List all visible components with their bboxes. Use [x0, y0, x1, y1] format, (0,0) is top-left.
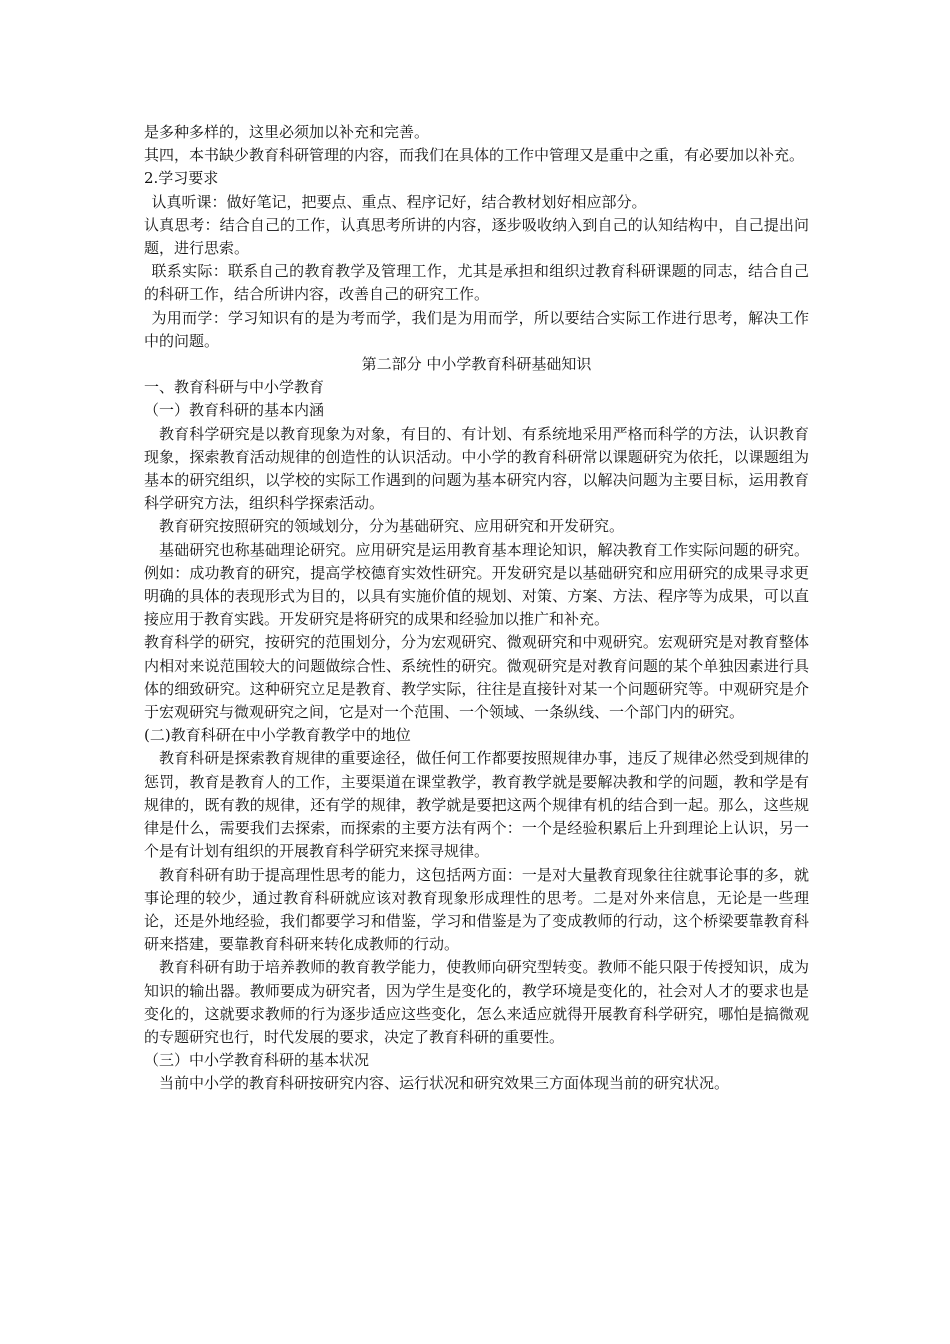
paragraph-practice: 联系实际：联系自己的教育教学及管理工作，尤其是承担和组织过教育科研课题的同志，结合自己的科研工作，结合所讲内容，改善自己的研究工作。	[144, 262, 809, 304]
paragraph-definition: 教育科学研究是以教育现象为对象，有目的、有计划、有系统地采用严格而科学的方法，认识教育现象，探索教育活动规律的创造性的认识活动。中小学的教育科研常以课题研究为依托，以课题组为基本的研究组织，以学校的实际工作遇到的问题为基本研究内容，以解决问题为主要目标，运用教育科学研究方法，组织科学探索活动。	[144, 424, 809, 513]
heading-study-requirements: 2.学习要求	[144, 169, 219, 188]
paragraph-continuation: 是多种多样的，这里必须加以补充和完善。	[144, 123, 430, 141]
paragraph-research-types: 教育研究按照研究的领域划分，分为基础研究、应用研究和开发研究。	[159, 517, 625, 536]
subsection-heading-1: （一）教育科研的基本内涵	[144, 401, 325, 420]
paragraph-listen: 认真听课：做好笔记，把要点、重点、程序记好，结合教材划好相应部分。	[151, 192, 647, 211]
paragraph-point-four: 其四，本书缺少教育科研管理的内容，而我们在具体的工作中管理又是重中之重，有必要加以补充。	[144, 146, 805, 165]
paragraph-laws: 教育科研是探索教育规律的重要途径，做任何工作都要按照规律办事，违反了规律必然受到规律的惩罚，教育是教育人的工作，主要渠道在课堂教学，教育教学就是要解决教和学的问题，教和学是有规律的，既有教的规律，还有学的规律，教学就是要把这两个规律有机的结合到一起。那么，这些规律是什么，需要我们去探索，而探索的主要方法有两个：一个是经验积累后上升到理论上认识，另一个是有计划有组织的开展教育科学研究来探寻规律。	[144, 749, 809, 861]
paragraph-teacher-ability: 教育科研有助于培养教师的教育教学能力，使教师向研究型转变。教师不能只限于传授知识，成为知识的输出器。教师要成为研究者，因为学生是变化的，教学环境是变化的，社会对人才的要求也是变化的，这就要求教师的行为逐步适应这些变化，怎么来适应就得开展教育科学研究，哪怕是搞微观的专题研究也行，时代发展的要求，决定了教育科研的重要性。	[144, 958, 809, 1046]
paragraph-current-status: 当前中小学的教育科研按研究内容、运行状况和研究效果三方面体现当前的研究状况。	[159, 1074, 730, 1093]
section-heading-1: 一、教育科研与中小学教育	[144, 378, 325, 397]
paragraph-research-scope: 教育科学的研究，按研究的范围划分，分为宏观研究、微观研究和中观研究。宏观研究是对教育整体内相对来说范围较大的问题做综合性、系统性的研究。微观研究是对教育问题的某个单独因素进行具体的细致研究。这种研究立足是教育、教学实际，往往是直接针对某一个问题研究等。中观研究是介于宏观研究与微观研究之间，它是对一个范围、一个领域、一条纵线、一个部门内的研究。	[144, 633, 809, 722]
subsection-heading-2: (二)教育科研在中小学教育教学中的地位	[144, 726, 411, 745]
paragraph-apply: 为用而学：学习知识有的是为考而学，我们是为用而学，所以要结合实际工作进行思考，解决工作中的问题。	[144, 308, 809, 350]
subsection-heading-3: （三）中小学教育科研的基本状况	[144, 1051, 370, 1070]
part-two-title: 第二部分 中小学教育科研基础知识	[361, 355, 592, 374]
paragraph-basic-research: 基础研究也称基础理论研究。应用研究是运用教育基本理论知识，解决教育工作实际问题的研究。例如：成功教育的研究，提高学校德育实效性研究。开发研究是以基础研究和应用研究的成果寻求更明确的具体的表现形式为目的，以具有实施价值的规划、对策、方案、方法、程序等为成果，可以直接应用于教育实践。开发研究是将研究的成果和经验加以推广和补充。	[144, 540, 809, 629]
paragraph-think: 认真思考：结合自己的工作，认真思考所讲的内容，逐步吸收纳入到自己的认知结构中，自己提出问题，进行思索。	[144, 215, 809, 258]
paragraph-rational-thinking: 教育科研有助于提高理性思考的能力，这包括两方面：一是对大量教育现象往往就事论事的多，就事论理的较少，通过教育科研就应该对教育现象形成理性的思考。二是对外来信息，无论是一些理论，还是外地经验，我们都要学习和借鉴，学习和借鉴是为了变成教师的行动，这个桥梁要靠教育科研来搭建，要靠教育科研来转化成教师的行动。	[144, 865, 809, 954]
